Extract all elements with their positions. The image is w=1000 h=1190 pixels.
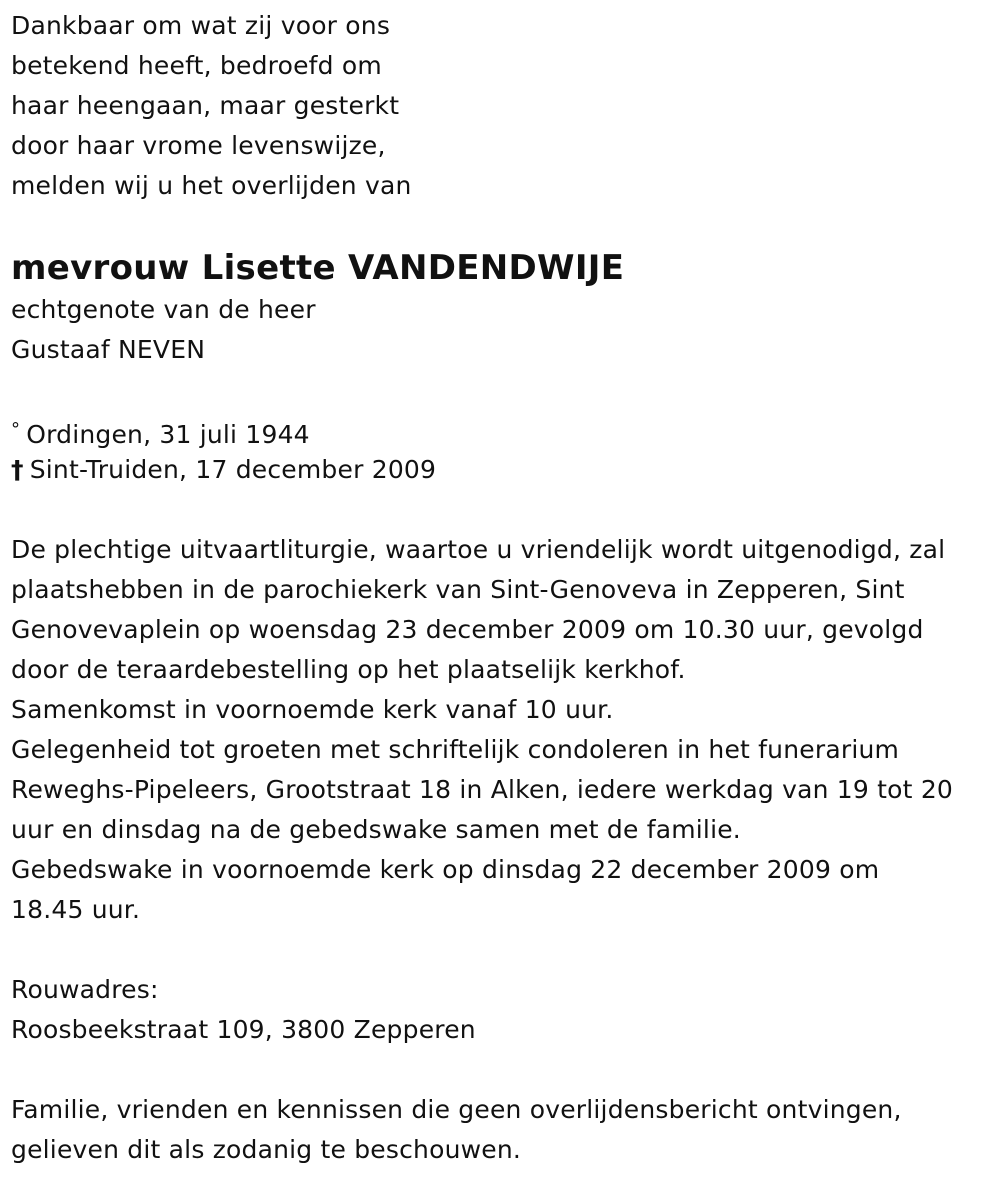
detail-line: uur en dinsdag na de gebedswake samen met de familie. [11,815,741,844]
detail-line: Samenkomst in voornoemde kerk vanaf 10 uur. [11,695,614,724]
birth-line [11,410,996,450]
ceremony-details [11,530,996,930]
birth-symbol-icon: ° [11,419,21,440]
detail-line: De plechtige uitvaartliturgie, waartoe u vriendelijk wordt uitgenodigd, zal [11,535,946,564]
intro-line: betekend heeft, bedroefd om [11,51,382,80]
intro-line: haar heengaan, maar gesterkt [11,91,400,120]
detail-line: 18.45 uur. [11,895,141,924]
detail-line: Gebedswake in voornoemde kerk op dinsdag 22 december 2009 om [11,855,880,884]
spacer [11,490,996,530]
obituary-notice [11,6,996,1170]
address-value: Roosbeekstraat 109, 3800 Zepperen [11,1015,476,1044]
detail-line: Gelegenheid tot groeten met schriftelijk condoleren in het funerarium [11,735,900,764]
intro-paragraph [11,6,996,206]
detail-line: door de teraardebestelling op het plaatselijk kerkhof. [11,655,686,684]
death-line [11,450,996,490]
detail-line: plaatshebben in de parochiekerk van Sint-Genoveva in Zepperen, Sint [11,575,905,604]
detail-line: Genovevaplein op woensdag 23 december 2009 om 10.30 uur, gevolgd [11,615,924,644]
intro-line: Dankbaar om wat zij voor ons [11,11,391,40]
spouse-name: Gustaaf NEVEN [11,335,206,364]
spacer [11,930,996,970]
mourning-address [11,970,996,1050]
spacer [11,1050,996,1090]
birth-text: Ordingen, 31 juli 1944 [26,420,310,449]
intro-line: door haar vrome levenswijze, [11,131,386,160]
intro-line: melden wij u het overlijden van [11,171,412,200]
address-label: Rouwadres: [11,975,159,1004]
closing-line: gelieven dit als zodanig te beschouwen. [11,1135,522,1164]
cross-icon: † [11,455,24,484]
spacer [11,370,996,410]
closing-paragraph [11,1090,996,1170]
deceased-name: mevrouw Lisette VANDENDWIJE [11,248,625,288]
closing-line: Familie, vrienden en kennissen die geen overlijdensbericht ontvingen, [11,1095,902,1124]
relation-line: echtgenote van de heer [11,295,316,324]
death-text: Sint-Truiden, 17 december 2009 [29,455,437,484]
detail-line: Reweghs-Pipeleers, Grootstraat 18 in Alken, iedere werkdag van 19 tot 20 [11,775,954,804]
